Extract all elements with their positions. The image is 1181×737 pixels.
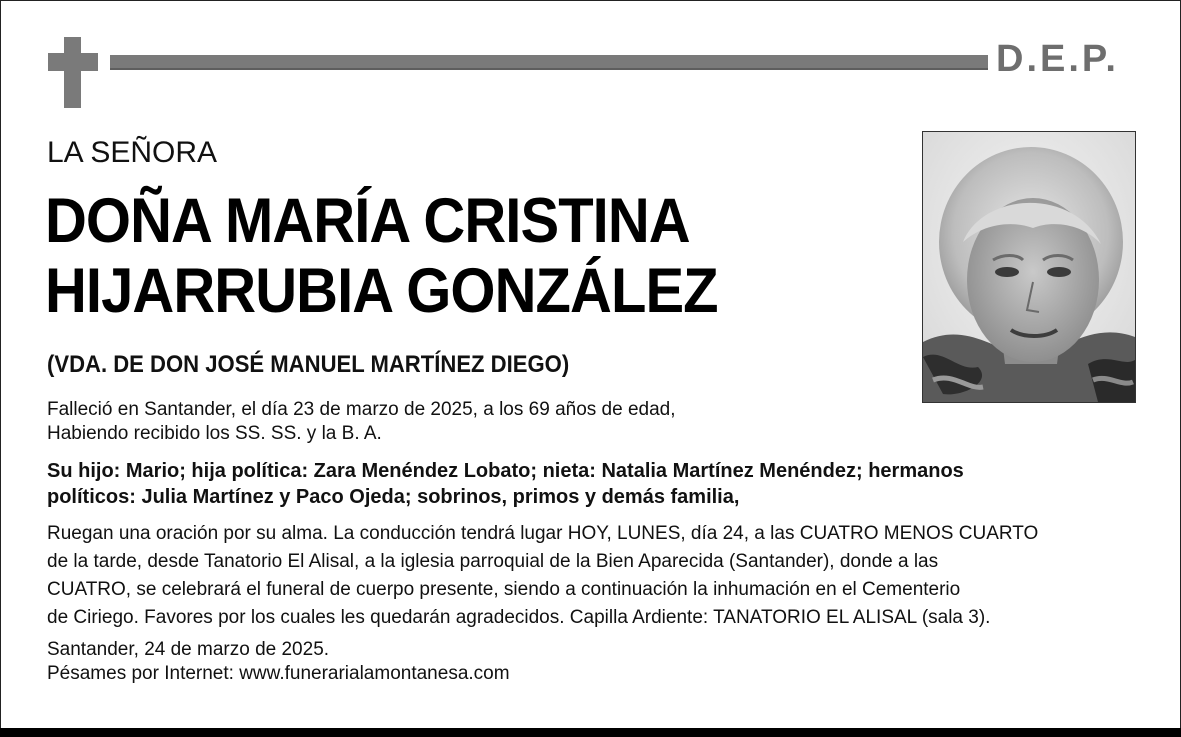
service-line-1: Ruegan una oración por su alma. La conducción tendrá lugar HOY, LUNES, día 24, a las CUATRO MENOS CUARTO bbox=[47, 523, 1039, 544]
place-date: Santander, 24 de marzo de 2025. bbox=[47, 639, 330, 660]
family-list bbox=[47, 458, 964, 510]
family-line-2: políticos: Julia Martínez y Paco Ojeda; sobrinos, primos y demás familia, bbox=[47, 486, 740, 508]
header-rule bbox=[110, 55, 988, 70]
service-line-4: de Ciriego. Favores por los cuales les quedarán agradecidos. Capilla Ardiente: TANATORIO EL ALISAL (sala 3). bbox=[47, 607, 991, 628]
footer bbox=[47, 638, 510, 686]
service-details bbox=[47, 520, 1038, 632]
deceased-name bbox=[45, 186, 718, 326]
death-line-1: Falleció en Santander, el día 23 de marzo de 2025, a los 69 años de edad, bbox=[47, 399, 676, 420]
condolences-link[interactable]: Pésames por Internet: www.funerarialamontanesa.com bbox=[47, 663, 510, 684]
family-line-1: Su hijo: Mario; hija política: Zara Menéndez Lobato; nieta: Natalia Martínez Menéndez; hermanos bbox=[47, 460, 964, 482]
death-line-2: Habiendo recibido los SS. SS. y la B. A. bbox=[47, 423, 382, 444]
service-line-2: de la tarde, desde Tanatorio El Alisal, a la iglesia parroquial de la Bien Aparecida (Santander), donde a las bbox=[47, 551, 939, 572]
name-line-1: DOÑA MARÍA CRISTINA bbox=[45, 186, 690, 256]
bottom-rule bbox=[0, 728, 1181, 737]
portrait-photo bbox=[922, 131, 1136, 403]
death-details bbox=[47, 398, 676, 446]
service-line-3: CUATRO, se celebrará el funeral de cuerpo presente, siendo a continuación la inhumación en el Cementerio bbox=[47, 579, 961, 600]
name-line-2: HIJARRUBIA GONZÁLEZ bbox=[45, 256, 718, 326]
widow-of: (VDA. DE DON JOSÉ MANUEL MARTÍNEZ DIEGO) bbox=[47, 351, 570, 378]
dep-label: D.E.P. bbox=[996, 38, 1119, 80]
honorific: LA SEÑORA bbox=[47, 136, 218, 169]
